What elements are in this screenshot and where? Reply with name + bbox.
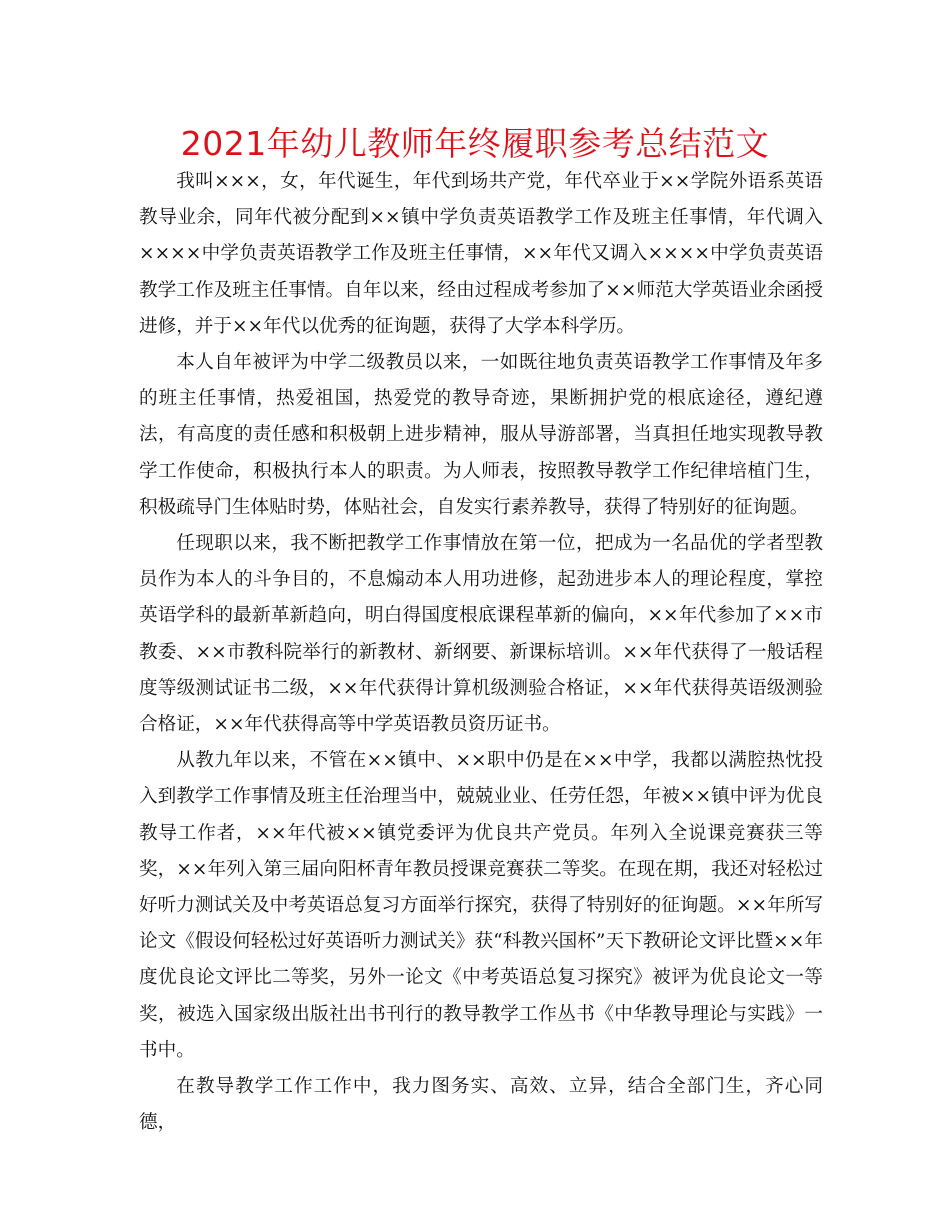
paragraph-4: 从教九年以来，不管在××镇中、××职中仍是在××中学，我都以满腔热忱投入到教学工作事情及班主任治理当中，兢兢业业、任劳任怨，年被××镇中评为优良教导工作者，××年代被××镇党委评为优良共产党员。年列入全说课竞赛获三等奖，××年列入第三届向阳杯青年教员授课竞赛获二等奖。在现在期，我还对轻松过好听力测试关及中考英语总复习方面举行探究，获得了特别好的征询题。××年所写论文《假设何轻松过好英语听力测试关》获“科教兴国杯”天下教研论文评比暨××年度优良论文评比二等奖，另外一论文《中考英语总复习探究》被评为优良论文一等奖，被选入国家级出版社出书刊行的教导教学工作丛书《中华教导理论与实践》一书中。 [139, 750, 823, 1061]
document-body [139, 164, 823, 1141]
paragraph-5: 在教导教学工作工作中，我力图务实、高效、立异，结合全部门生，齐心同德， [139, 1076, 823, 1134]
paragraph-2: 本人自年被评为中学二级教员以来，一如既往地负责英语教学工作事情及年多的班主任事情，热爱祖国，热爱党的教导奇迹，果断拥护党的根底途径，遵纪遵法，有高度的责任感和积极朝上进步精神，服从导游部署，当真担任地实现教导教学工作使命，积极执行本人的职责。为人师表，按照教导教学工作纪律培植门生，积极疏导门生体贴时势，体贴社会，自发实行素养教导，获得了特别好的征询题。 [139, 352, 823, 518]
document-title: 2021年幼儿教师年终履职参考总结范文 [180, 124, 770, 163]
paragraph-3: 任现职以来，我不断把教学工作事情放在第一位，把成为一名品优的学者型教员作为本人的斗争目的，不息煽动本人用功进修，起劲进步本人的理论程度，掌控英语学科的最新革新趋向，明白得国度根底课程革新的偏向，××年代参加了××市教委、××市教科院举行的新教材、新纲要、新课标培训。××年代获得了一般话程度等级测试证书二级，××年代获得计算机级测验合格证，××年代获得英语级测验合格证，××年代获得高等中学英语教员资历证书。 [139, 533, 823, 736]
paragraph-1: 我叫×××，女，年代诞生，年代到场共产党，年代卒业于××学院外语系英语教导业余，同年代被分配到××镇中学负责英语教学工作及班主任事情，年代调入××××中学负责英语教学工作及班主任事情，××年代又调入××××中学负责英语教学工作及班主任事情。自年以来，经由过程成考参加了××师范大学英语业余函授进修，并于××年代以优秀的征询题，获得了大学本科学历。 [139, 171, 823, 337]
